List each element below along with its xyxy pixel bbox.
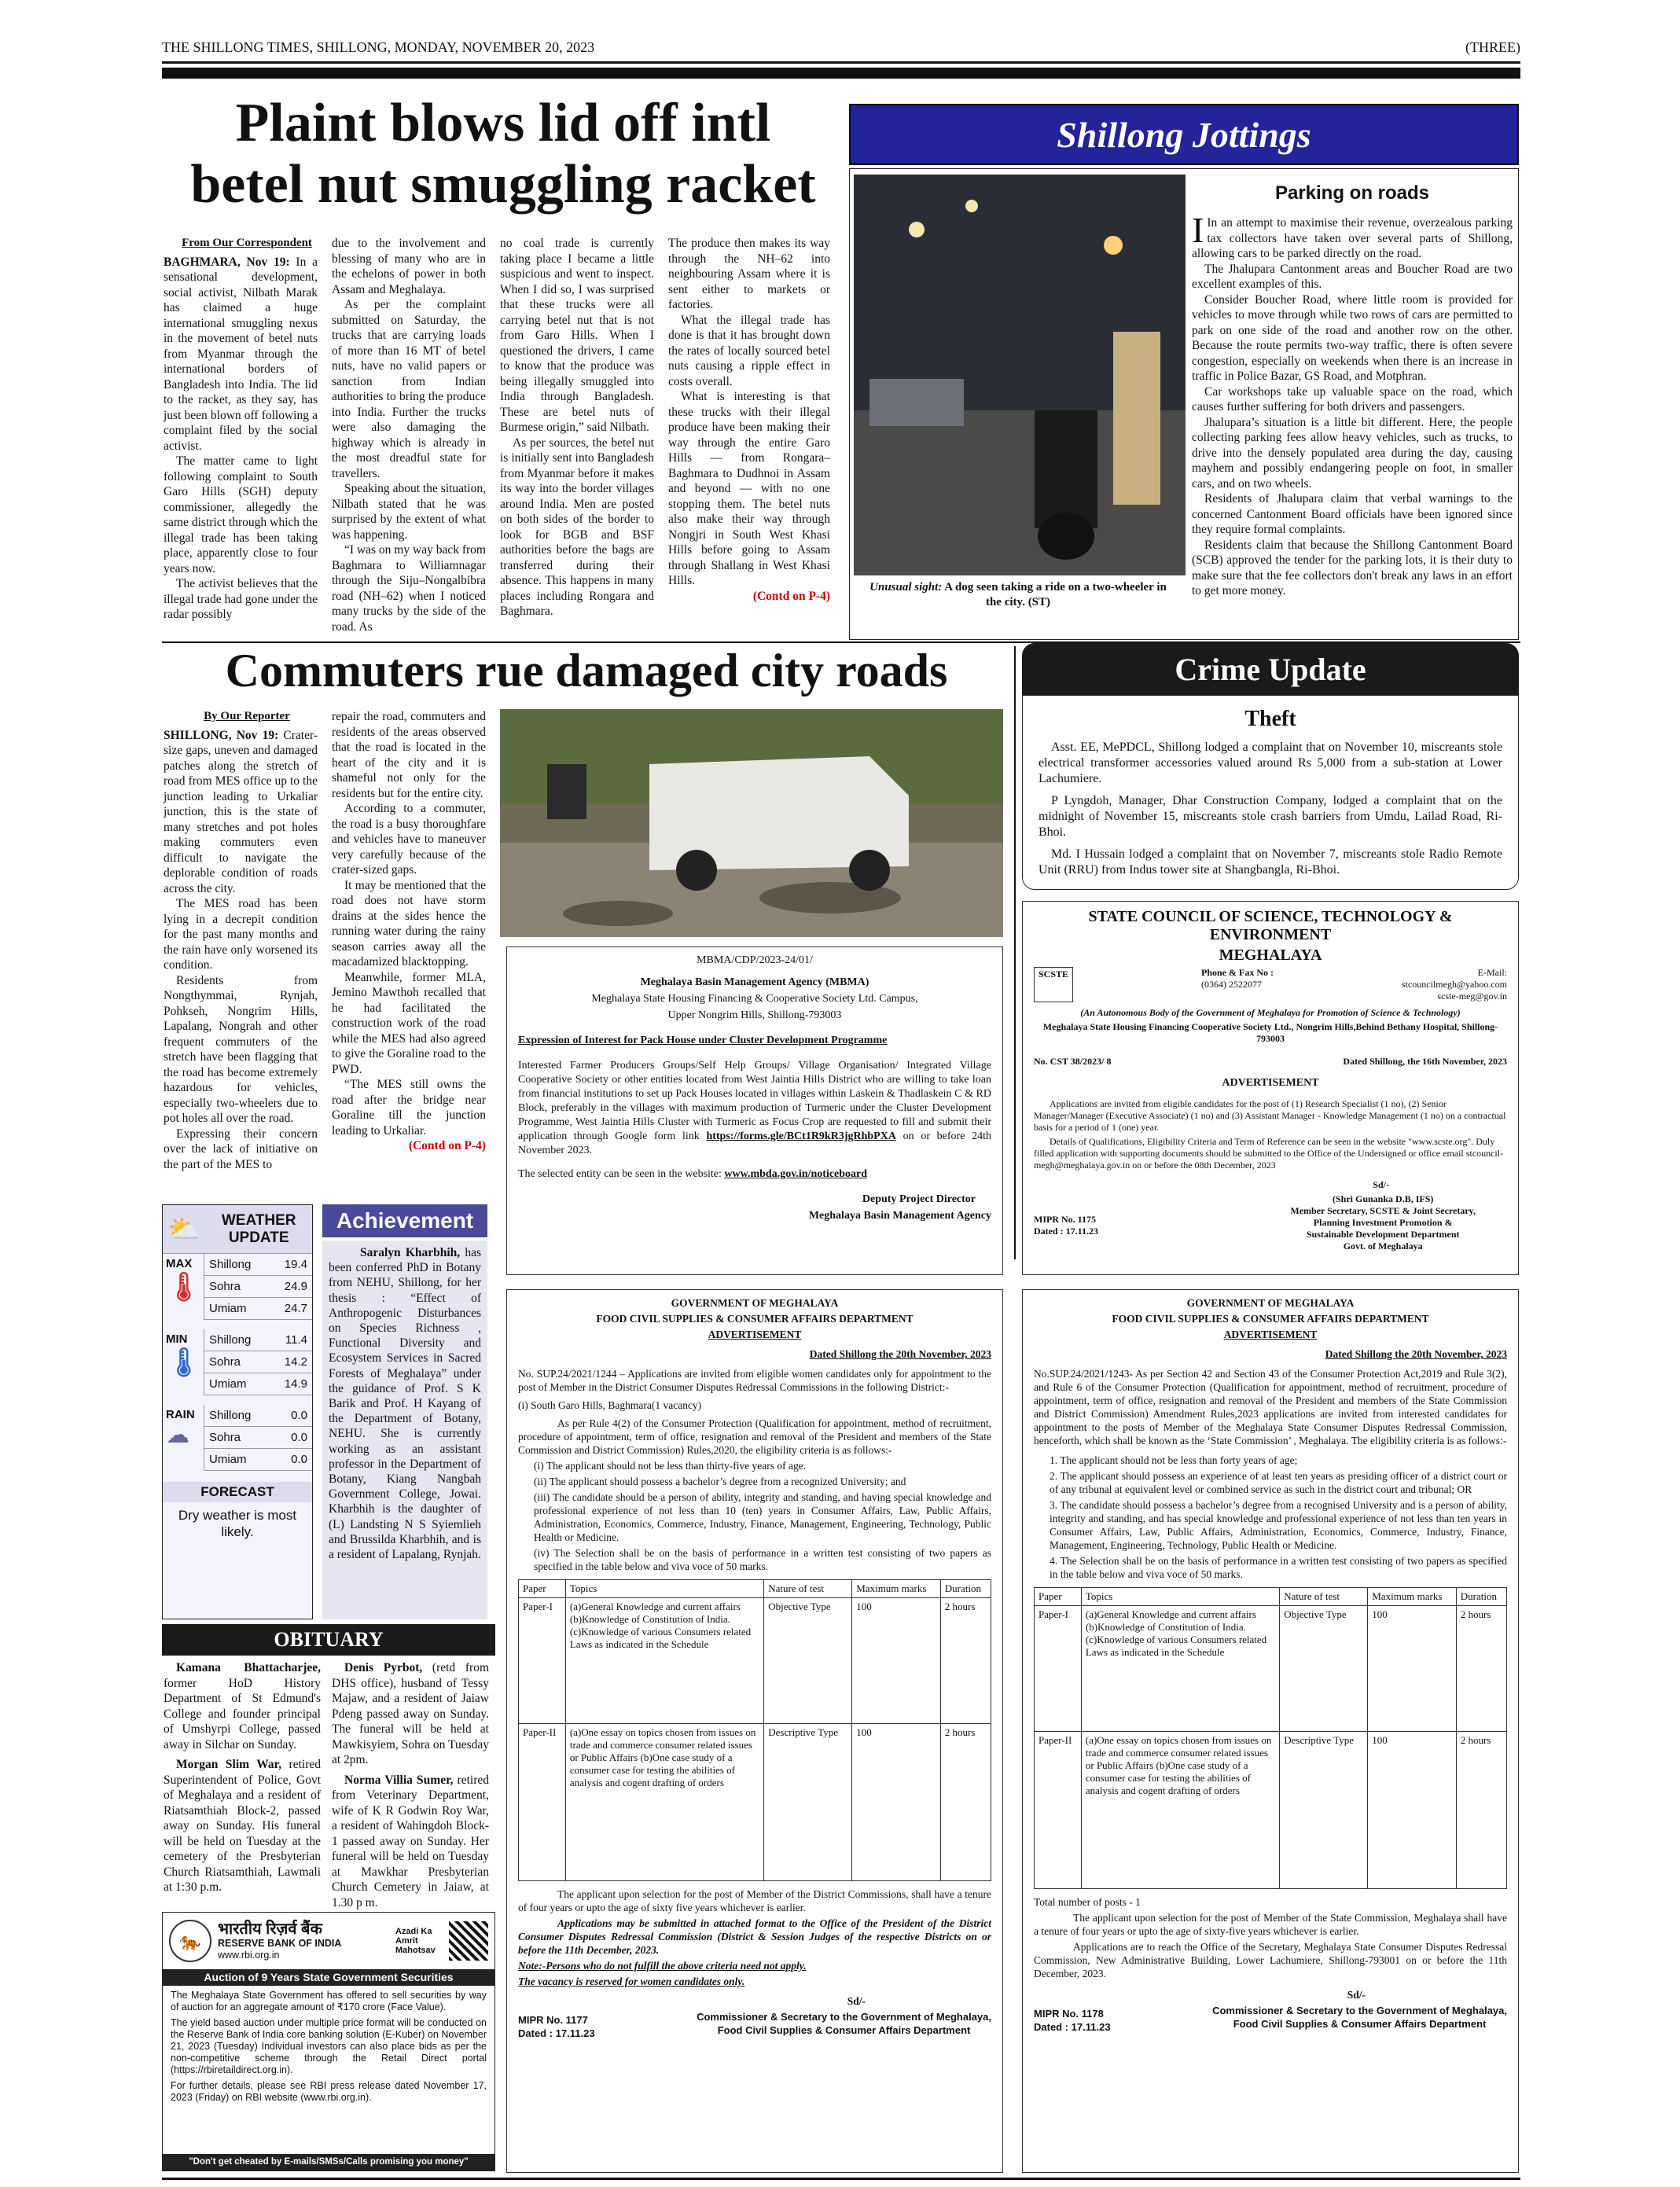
- crime-title: Theft: [1244, 707, 1296, 731]
- story1-p: no coal trade is currently taking place I became a little suspicious and went to inspect. When I did so, I was surprised that these trucks were all carrying betel nut that is not from Garo Hills. When I questioned the drivers, I came to know that the produce was being illegally smuggled into India through Bangladesh. These are betel nuts of Burmese origin,” said Nilbath.: [500, 237, 654, 434]
- masthead-bar: [162, 68, 1520, 79]
- obituary-entry: Morgan Slim War, retired Superintendent of Police, Govt of Meghalaya and a resident of Riatsamthiah Block-2, passed away on Sunday. His funeral will be held on Tuesday at the cemetery of the Presbyterian Church Riatsamthiah, Lawmali at 1:30 p.m.: [164, 1758, 321, 1894]
- story1-p: “I was on my way back from Baghmara to Williamnagar through the Siju–Nongalbibra road (NH–62) when I noticed many trucks by the side of the road. As: [332, 543, 486, 634]
- story1-p: due to the involvement and blessing of many who are in the echelons of power in both Assam and Meghalaya.: [332, 237, 486, 296]
- exam-table: [1034, 1587, 1507, 1889]
- scste-ad: STATE COUNCIL OF SCIENCE, TECHNOLOGY & ENVIRONMENT MEGHALAYA SCSTE Phone & Fax No : (0364) 2522077 E-Mail: stcouncilmegh@yahoo.com scste-meg@gov.in (An Autonomous Body of the Government of Meghalaya for Promotion of Science & Technology) Meghalaya State Housing Financing Cooperative Society Ltd., Nongrim Hills,Behind Bethany Hospital, Shillong-793003 No. CST 38/2023/ 8 Dated Shillong, the 16th November, 2023 ADVERTISEMENT Applications are invited from eligible candidates for the post of (1) Research Specialist (1 no), (2) Senior Manager/Manager (Executive Associate) (1 no) and (3) Assistant Manager - Knowledge Management (1 no) on a contractual basis for a period of 1 (one) year. Details of Qualifications, Eligibility Criteria and Term of Reference can be seen in the website "www.scste.org". Duly filled application with supporting documents should be submitted to the Office of the Undersigned or office email stcouncil-megh@meghalaya.gov.in on or before the 08th December, 2023 Sd/- MIPR No. 1175 Dated : 17.11.23 (Shri Gunanka D.B, IFS) Member Secretary, SCSTE & Joint Secretary, Planning Investment Promotion & Sustainable Development Department Govt. of Meghalaya: [1022, 901, 1519, 1275]
- obituary-col2: [332, 1660, 489, 1910]
- table-cell: Duration: [1456, 1588, 1506, 1606]
- mbma-title: Expression of Interest for Pack House under Cluster Development Programme: [518, 1035, 888, 1046]
- weather-box: ⛅ WEATHER UPDATE MAX 🌡 Shillong 19.4 Sohra 24.9 Umiam 24.7 MIN 🌡 Shillong 11.4 Sohra 14.2 Umiam 14.9 RAIN ☁ Shillong 0.0 Sohra 0.0 Umiam 0.0 FORECAST Dry weather is most likely.: [162, 1204, 313, 1619]
- story1-col1: [164, 236, 318, 623]
- footer-rule: [162, 2178, 1520, 2180]
- story2-col1: [164, 709, 318, 1172]
- story2-p: According to a commuter, the road is a busy thoroughfare and vehicles have to maneuver very carefully because of the crater-sized gaps.: [332, 802, 486, 877]
- dateline: BAGHMARA, Nov 19:: [164, 255, 290, 269]
- story2-headline: Commuters rue damaged city roads: [225, 645, 948, 697]
- weather-rain: RAIN ☁ Shillong 0.0 Sohra 0.0 Umiam 0.0: [163, 1405, 312, 1471]
- fcs-ad-state: GOVERNMENT OF MEGHALAYA FOOD CIVIL SUPPLIES & CONSUMER AFFAIRS DEPARTMENT ADVERTISEMENT Dated Shillong the 20th November, 2023 No.SUP.24/2021/1243- As per Section 42 and Section 43 of the Consumer Protection Act,2019 and Rule 3(2), and Rule 6 of the Consumer Protection (Qualification for appointment, method of recruitment, procedure of appointment, term of office, resignation and removal of the President and members of the State Commission and District Commission) Amendment Rules,2023 applications are invited from interested candidates for appointment to the posts of Member of the Meghalaya State Consumer Disputes Redressal Commission, henceforth, which shall be known as the ‘State Commission’ , Meghalaya. The eligibility criteria is as follows:- 1. The applicant should not be less than forty years of age; 2. The applicant should possess an experience of at least ten years as presiding officer of a district court or of any tribunal at equivalent level or combined service as such in the district court and tribunal; OR 3. The candidate should possess a bachelor’s degree from a recognised University and is a person of ability, integrity and standing, and has special knowledge and professional experience of not less than ten years in Consumer Affairs, Law, Public Affairs, Administration, Economics, Commerce, Industry, Finance, Management, Engineering, Technology, Public Health or Medicine. 4. The Selection shall be on the basis of performance in a written test consisting of two papers as specified in the table below and viva voce of 50 marks. Paper Topics Nature of test Maximum marks Duration Paper-I (a)General Knowledge and current affairs (b)Knowledge of Constitution of India. (c)Knowledge of various Consumers related Laws as indicated in the Schedule Objective Type 100 2 hours Paper-II (a)One essay on topics chosen from issues on trade and commerce consumer related issues or Public Affairs (b)One case study of a consumer case for testing the abilities of analysis and cogent drafting of orders Descriptive Type 100 2 hours Total number of posts - 1 The applicant upon selection for the post of Member of the State Commission, Meghalaya shall have a tenure of four years or upto the age of sixty-five years whichever is earlier. Applications are to reach the Office of the Secretary, Meghalaya State Consumer Disputes Redressal Commission, New Administrative Building, Lower Lachumiere, Shillong-793001 on or before the 11th December, 2023. Sd/- MIPR No. 1178 Dated : 17.11.23 Commissioner & Secretary to the Government of Meghalaya, Food Civil Supplies & Consumer Affairs Department: [1022, 1289, 1519, 2173]
- table-cell: Topics: [1081, 1588, 1279, 1606]
- story2-p: The MES road has been lying in a decrepit condition for the past many months and the rain have only worsened its condition.: [164, 897, 318, 972]
- crime-p: P Lyngdoh, Manager, Dhar Construction Company, lodged a complaint that on the midnight of November 15, miscreants stole crash barriers from Umdu, Lailad Road, Ri-Bhoi.: [1039, 794, 1502, 839]
- jottings-p: Car workshops take up valuable space on the road, which causes further suffering for both drivers and passengers.: [1192, 384, 1513, 414]
- table-cell: Paper: [1035, 1588, 1082, 1606]
- story2-p: Expressing their concern over the lack of initiative on the part of the MES to: [164, 1127, 318, 1171]
- table-cell: 2 hours: [1456, 1606, 1506, 1732]
- rbi-logo: 🐅: [169, 1920, 211, 1962]
- table-cell: Nature of test: [1280, 1588, 1368, 1606]
- page-number: (THREE): [1465, 39, 1520, 55]
- table-cell: 2 hours: [940, 1598, 991, 1724]
- story1-p: Speaking about the situation, Nilbath stated that he was surprised by the extent of what was happening.: [332, 482, 486, 542]
- story1-p: The matter came to light following complaint to South Garo Hills (SGH) deputy commissioner, allegedly the same district through which the illegal trade has been taking place, apparently close to four years now.: [164, 454, 318, 575]
- masthead-rule: [162, 61, 1520, 64]
- table-cell: Paper: [519, 1580, 566, 1598]
- story2-p: “The MES still owns the road after the bridge near Goraline till the junction leading to Urkaliar.: [332, 1078, 486, 1138]
- night-road-image: [854, 175, 1186, 575]
- achievement-banner: Achievement: [322, 1204, 487, 1237]
- story1-headline: [162, 93, 844, 215]
- story1-p: As per the complaint submitted on Saturday, the trucks that are carrying loads of more than 16 MT of betel nuts, have no valid papers or sanction from Indian authorities to bring the produce into India. Further the trucks were also damaging the highway which is already in the most dreadful state for travellers.: [332, 298, 486, 480]
- table-cell: Objective Type: [1280, 1606, 1368, 1732]
- forecast-text: Dry weather is most likely.: [178, 1508, 297, 1539]
- table-cell: Maximum marks: [1368, 1588, 1456, 1606]
- jottings-p: Residents claim that because the Shillong Cantonment Board (SCB) approved the tender for the parking lots, it is their duty to make sure that the fee collectors don't break any laws in an effort to get more money.: [1192, 538, 1513, 597]
- jottings-banner-text: Shillong Jottings: [1057, 114, 1311, 155]
- story1-p: The produce then makes its way through the NH–62 into neighbouring Assam where it is sent either to markets or factories.: [668, 237, 830, 311]
- scste-title: STATE COUNCIL OF SCIENCE, TECHNOLOGY & ENVIRONMENT: [1088, 908, 1453, 943]
- weather-min: MIN 🌡 Shillong 11.4 Sohra 14.2 Umiam 14.9: [163, 1329, 312, 1395]
- obituary-entry: Kamana Bhattacharjee, former HoD History Department of St Edmund's College and founder principal of Umshyrpi College, passed away in Silchar on Sunday.: [164, 1661, 321, 1751]
- table-cell: (a)One essay on topics chosen from issues on trade and commerce consumer related issues or Public Affairs (b)One case study of a consumer case for testing the abilities of analysis and cogent drafting of orders: [565, 1724, 763, 1881]
- contd-link[interactable]: (Contd on P-4): [408, 1139, 486, 1152]
- table-cell: Paper-II: [1035, 1732, 1082, 1889]
- thermometer-hot-icon: 🌡: [166, 1270, 202, 1303]
- story2-p: SHILLONG, Nov 19: Crater-size gaps, uneven and damaged patches along the stretch of road from MES office up to the junction leading to Urkaliar junction, this is the state of many stretches and pot holes making commuters even difficult to navigate the deplorable condition of roads across the city.: [164, 728, 318, 895]
- table-cell: Duration: [940, 1580, 991, 1598]
- table-cell: Objective Type: [764, 1598, 852, 1724]
- masthead-date: THE SHILLONG TIMES, SHILLONG, MONDAY, NOVEMBER 20, 2023: [162, 39, 595, 55]
- obituary-banner: OBITUARY: [162, 1624, 495, 1656]
- crime-p: Md. I Hussain lodged a complaint that on November 7, miscreants stole Radio Remote Unit (RRU) from Indus tower site at Shangbangla, Ri-Bhoi.: [1039, 847, 1502, 877]
- byline: From Our Correspondent: [182, 237, 312, 249]
- story1-p: The activist believes that the illegal trade had gone under the radar possibly: [164, 577, 318, 621]
- table-cell: Paper-I: [519, 1598, 566, 1724]
- damaged-road-image: [500, 709, 1003, 937]
- mbma-org: Meghalaya Basin Management Agency (MBMA): [640, 976, 869, 988]
- mbma-form-link[interactable]: https://forms.gle/BCt1R9kR3jgRhbPXA: [706, 1130, 896, 1142]
- crime-box: [1022, 695, 1519, 890]
- headline-line1: Plaint blows lid off intl: [235, 93, 771, 153]
- table-cell: 100: [1368, 1732, 1456, 1889]
- table-cell: Paper-II: [519, 1724, 566, 1881]
- story2-p: Meanwhile, former MLA, Jemino Mawthoh recalled that he had facilitated the construction work of the road while the MES had also agreed to give the Goraline road to the PWD.: [332, 970, 486, 1076]
- table-cell: (a)General Knowledge and current affairs (b)Knowledge of Constitution of India. (c)Knowledge of various Consumers related Laws as indicated in the Schedule: [565, 1598, 763, 1724]
- byline: By Our Reporter: [204, 710, 290, 722]
- table-cell: 2 hours: [940, 1724, 991, 1881]
- table-cell: 100: [852, 1598, 940, 1724]
- jottings-p: Jhalupara’s situation is a little bit different. Here, the people collecting parking fees allow heavy vehicles, such as trucks, to drive into the densely populated area during the day, causing mayhem and possibly endangering people on foot, in smaller cars, and on two wheels.: [1192, 415, 1513, 491]
- story1-col4: [668, 236, 830, 604]
- forecast-label: FORECAST: [163, 1482, 312, 1502]
- jottings-p: I In an attempt to maximise their revenue, overzealous parking tax collectors have taken over several parts of Shillong, allowing cars to be parked directly on the road.: [1192, 210, 1513, 260]
- table-cell: 2 hours: [1456, 1732, 1506, 1889]
- jottings-p: The Jhalupara Cantonment areas and Boucher Road are two excellent examples of this.: [1192, 262, 1513, 291]
- obituary-entry: Denis Pyrbot, (retd from DHS office), husband of Tessy Majaw, and a resident of Jaiaw Pdeng passed away on Sunday. The funeral will be held at Mawkisyiem, Sohra on Tuesday at 2pm.: [332, 1661, 489, 1766]
- table-cell: Topics: [565, 1580, 763, 1598]
- story1-p: What is interesting is that these trucks with their illegal produce have been making their way through the entire Garo Hills — from Rongara–Baghmara to Dudhnoi in Assam and beyond — with no one stopping them. The betel nuts also make their way through Nongjri in South West Khasi Hills before going to Assam through Shallang in West Khasi Hills.: [668, 390, 830, 587]
- mbma-body: Interested Farmer Producers Groups/Self Help Groups/ Village Organisation/ Integrated Village Cooperative Society or other entities located from West Jaintia Hills District who are willing to take loan from financial institutions to set up Pack Houses located in villages within Laskein & Thadlaskein C & RD Block, preferably in the villages with maximum production of Turmeric under the Cluster Development Programme, West Jaintia Hills Cluster with Turmeric as Focus Crop are requested to fill and submit their application through Google form link https://forms.gle/BCt1R9kR3jgRhbPXA on or before 24th November 2023.: [518, 1060, 992, 1156]
- table-cell: Maximum marks: [852, 1580, 940, 1598]
- story1-col2: [332, 236, 486, 634]
- obituary-col1: [164, 1660, 321, 1895]
- table-cell: (a)One essay on topics chosen from issues on trade and commerce consumer related issues or Public Affairs (b)One case study of a consumer case for testing the abilities of analysis and cogent drafting of orders: [1081, 1732, 1279, 1889]
- fcs-ad-district: GOVERNMENT OF MEGHALAYA FOOD CIVIL SUPPLIES & CONSUMER AFFAIRS DEPARTMENT ADVERTISEMENT Dated Shillong the 20th November, 2023 No. SUP.24/2021/1244 – Applications are invited from eligible women candidates only for appointment to the post of Member in the District Consumer Disputes Redressal Commissions in the following District:- (i) South Garo Hills, Baghmara(1 vacancy) As per Rule 4(2) of the Consumer Protection (Qualification for appointment, method of recruitment, procedure of appointment, term of office, resignation and removal of the President and members of the State Commission and District Commission) Rules,2020, the eligibility criteria is as follows:- (i) The applicant should not be less than thirty-five years of age. (ii) The applicant should possess a bachelor’s degree from a recognized University; and (iii) The candidate should be a person of ability, integrity and standing, and having special knowledge and professional experience of not less than 10 (ten) years in Consumer Affairs, Law, Public Affairs, Administration, Economics, Commerce, Industry, Finance, Management, Engineering, Technology, Public Health or Medicine. (iv) The Selection shall be on the basis of performance in a written test consisting of two papers as specified in the table below and viva voce of 50 marks. Paper Topics Nature of test Maximum marks Duration Paper-I (a)General Knowledge and current affairs (b)Knowledge of Constitution of India. (c)Knowledge of various Consumers related Laws as indicated in the Schedule Objective Type 100 2 hours Paper-II (a)One essay on topics chosen from issues on trade and commerce consumer related issues or Public Affairs (b)One case study of a consumer case for testing the abilities of analysis and cogent drafting of orders Descriptive Type 100 2 hours The applicant upon selection for the post of Member of the District Commissions, shall have a tenure of four years or upto the age of sixty five years whichever is earlier. Applications may be submitted in attached format to the Office of the President of the District Consumer Disputes Redressal Commission (District & Session Judges of the respective Districts on or before the 11th December, 2023. Note:-Persons who do not fulfill the above criteria need not apply. The vacancy is reserved for women candidates only. Sd/- MIPR No. 1177 Dated : 17.11.23 Commissioner & Secretary to the Government of Meghalaya, Food Civil Supplies & Consumer Affairs Department: [506, 1289, 1003, 2173]
- story1-p: BAGHMARA, Nov 19: In a sensational development, social activist, Nilbath Marak has claimed a huge international smuggling nexus in the movement of betel nuts from Myanmar through the international borders of Bangladesh into India. The lid to the racket, as they say, has just been blown off following a complaint filed by the social activist.: [164, 255, 318, 453]
- crime-text: [1039, 740, 1502, 878]
- crime-p: Asst. EE, MePDCL, Shillong lodged a complaint that on November 10, miscreants stole electrical transformer accessories valued around Rs 5,000 from a sub-station at Lower Lachumiere.: [1039, 741, 1502, 785]
- qr-code-icon: [449, 1921, 488, 1961]
- azadi-logo: Azadi Ka Amrit Mahotsav: [395, 1927, 436, 1955]
- table-cell: Nature of test: [764, 1580, 852, 1598]
- story1-col3: [500, 236, 654, 619]
- jottings-p: Consider Boucher Road, where little room is provided for vehicles to move through while two rows of cars are permitted to park on one side of the road and another row on the other. Because the route permits two-way traffic, there is often severe congestion, especially on weekends when there is an increase in traffic in Police Bazar, GS Road, and Motphran.: [1192, 292, 1513, 383]
- jottings-photo: [854, 175, 1186, 575]
- jottings-banner: [849, 104, 1519, 165]
- exam-table: [518, 1579, 991, 1881]
- weather-max: MAX 🌡 Shillong 19.4 Sohra 24.9 Umiam 24.7: [163, 1254, 312, 1320]
- rbi-ad: 🐅 भारतीय रिज़र्व बैंक RESERVE BANK OF INDIA www.rbi.org.in Azadi Ka Amrit Mahotsav Auction of 9 Years State Government Securities The Meghalaya State Government has offered to sell securities by way of auction for an aggregate amount of ₹170 crore (Face Value). The yield based auction under multiple price format will be conducted on the Reserve Bank of India core banking solution (E-Kuber) on November 21, 2023 (Tuesday) Individual investors can also place bids as per the non-competitive scheme through the Retail Direct portal (https://rbiretaildirect.org.in). For further details, please see RBI press release dated November 17, 2023 (Friday) on RBI website (www.rbi.org.in). "Don't get cheated by E-mails/SMSs/Calls promising you money": [162, 1912, 495, 2171]
- mbma-website-link[interactable]: www.mbda.gov.in/noticeboard: [724, 1168, 868, 1180]
- road-photo: [500, 709, 1003, 937]
- table-cell: 100: [1368, 1606, 1456, 1732]
- jottings-title: Parking on roads: [1274, 182, 1430, 204]
- table-cell: (a)General Knowledge and current affairs (b)Knowledge of Constitution of India. (c)Knowledge of various Consumers related Laws as indicated in the Schedule: [1081, 1606, 1279, 1732]
- story2-p: Residents from Nongthymmai, Rynjah, Pohkseh, Nongrim Hills, Lapalang, Nongrah and other frequent commuters of the stretch have been flagging that the road has become extremely hazardous for vehicles, especially two-wheelers due to pot holes all over the road.: [164, 973, 318, 1125]
- mbma-ref: MBMA/CDP/2023-24/01/: [697, 954, 813, 966]
- column-rule: [1014, 646, 1016, 1259]
- rbi-footer: "Don't get cheated by E-mails/SMSs/Calls promising you money": [163, 2154, 494, 2170]
- table-cell: Descriptive Type: [764, 1724, 852, 1881]
- story2-p: It may be mentioned that the road does not have storm drains at the sides hence the running water during the rainy season carries away all the macadamized blacktopping.: [332, 878, 486, 969]
- jottings-caption: Unusual sight: A dog seen taking a ride on a two-wheeler in the city. (ST): [869, 581, 1167, 608]
- table-cell: 100: [852, 1724, 940, 1881]
- thermometer-cold-icon: 🌡: [166, 1346, 202, 1378]
- weather-icon: ⛅: [167, 1214, 201, 1244]
- scste-logo: SCSTE: [1034, 967, 1073, 1002]
- mbma-ad: MBMA/CDP/2023-24/01/ Meghalaya Basin Management Agency (MBMA) Meghalaya State Housing Financing & Cooperative Society Ltd. Campus, Upper Nongrim Hills, Shillong-793003 Expression of Interest for Pack House under Cluster Development Programme Interested Farmer Producers Groups/Self Help Groups/ Village Organisation/ Integrated Village Cooperative Society or other entities located from West Jaintia Hills District who are willing to take loan from financial institutions to set up Pack Houses located in villages within Laskein & Thadlaskein C & RD Block, preferably in the villages with maximum production of Turmeric under the Cluster Development Programme, West Jaintia Hills Cluster with Turmeric as Focus Crop are requested to fill and submit their application through Google form link https://forms.gle/BCt1R9kR3jgRhbPXA on or before 24th November 2023. The selected entity can be seen in the website: www.mbda.gov.in/noticeboard Deputy Project Director Meghalaya Basin Management Agency: [506, 946, 1003, 1275]
- story1-p: What the illegal trade has done is that it has brought down the rates of locally sourced betel nuts causing a ripple effect in costs overall.: [668, 313, 830, 388]
- masthead: [162, 39, 1520, 58]
- jottings-text: [1192, 210, 1513, 599]
- achievement-text: Saralyn Kharbhih, has been conferred PhD in Botany from NEHU, Shillong, for her thesis : “Effect of Anthropogenic Disturbances on Species Richness , Functional Diversity and Ecosystem Services in Sacred Forests of Meghalaya” under the guidance of Prof. S K Barik and Prof. H Kayang of the Department of Botany, NEHU. She is currently working as an assistant professor in the Department of Botany, Kiang Nangbah Government College, Jowai. Kharbhih is the daughter of (L) Landsting N S Syiemlieh and Brussilda Kharbhih, and is a resident of Lapalang, Rynjah.: [322, 1241, 487, 1619]
- story1-p: As per sources, the betel nut is initially sent into Bangladesh from Myanmar before it makes its way into the border villages around India. Men are posted on both sides of the border to look for BGB and BSF authorities before the bags are transferred during their absence. This happens in many places including Rongara and Baghmara.: [500, 436, 654, 618]
- table-cell: Paper-I: [1035, 1606, 1082, 1732]
- jottings-p: Residents of Jhalupara claim that verbal warnings to the concerned Cantonment Board officials have been ignored since they require formal complaints.: [1192, 492, 1513, 536]
- contd-link[interactable]: (Contd on P-4): [752, 589, 830, 603]
- table-cell: Descriptive Type: [1280, 1732, 1368, 1889]
- story2-col2: [332, 709, 486, 1154]
- headline-line2: betel nut smuggling racket: [190, 154, 816, 215]
- obituary-entry: Norma Villia Sumer, retired from Veterinary Department, wife of K R Godwin Roy War, a resident of Wahingdoh Block-1 passed away on Sunday. Her funeral will be held on Tuesday at Mawkhar Presbyterian Church Cemetery in Jaiaw, at 1.30 p m.: [332, 1773, 489, 1909]
- crime-banner-text: Crime Update: [1175, 651, 1366, 687]
- crime-banner: [1022, 643, 1519, 695]
- rain-cloud-icon: ☁: [166, 1422, 189, 1448]
- rbi-title: Auction of 9 Years State Government Securities: [163, 1969, 494, 1986]
- story2-p: repair the road, commuters and residents of the areas observed that the road is located in the heart of the city and it is shameful not only for the residents but for the entire city.: [332, 710, 486, 800]
